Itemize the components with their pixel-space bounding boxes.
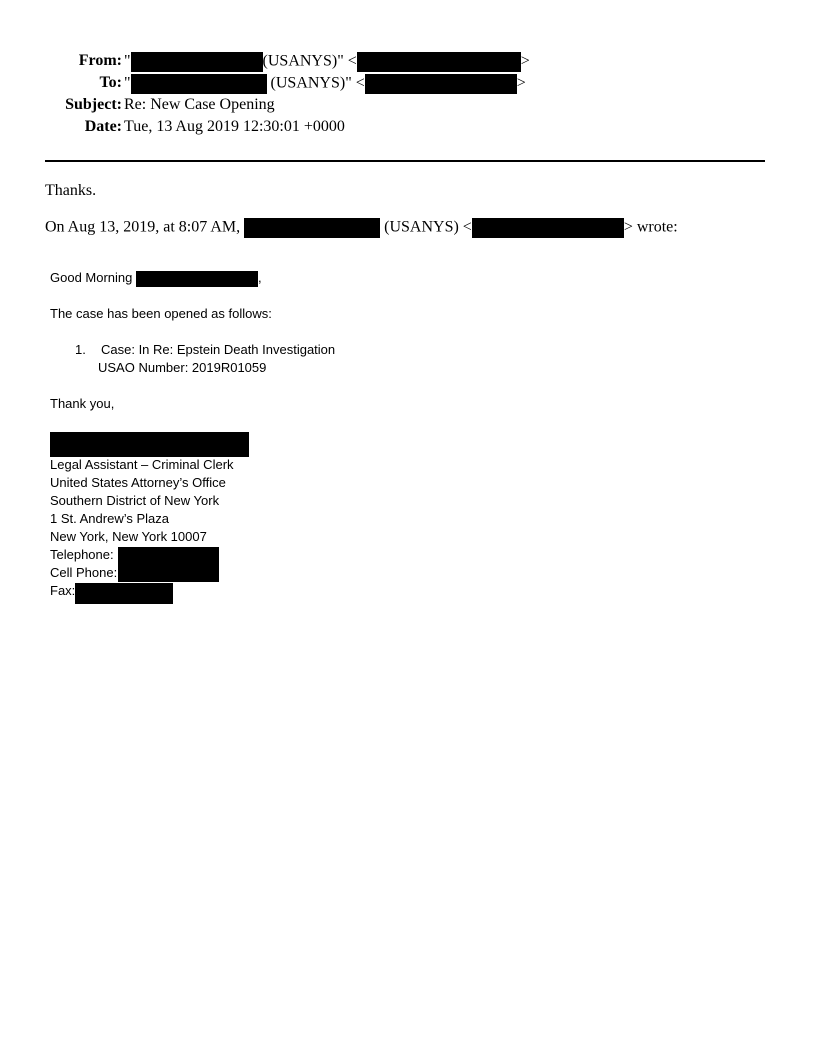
fax-label: Fax: bbox=[50, 583, 76, 598]
redaction-box bbox=[357, 52, 521, 72]
sig-address2: New York, New York 10007 bbox=[50, 529, 207, 544]
from-open-quote: " bbox=[124, 52, 131, 70]
sig-district: Southern District of New York bbox=[50, 493, 220, 508]
redaction-box bbox=[118, 547, 219, 565]
to-open-quote: " bbox=[124, 74, 131, 92]
cell-line bbox=[50, 565, 117, 580]
telephone-line bbox=[50, 547, 114, 562]
reply-text: Thanks. bbox=[45, 182, 97, 199]
telephone-label: Telephone: bbox=[50, 547, 114, 562]
case-line: Case: In Re: Epstein Death Investigation bbox=[101, 342, 336, 357]
redaction-box bbox=[365, 74, 517, 94]
redaction-box bbox=[136, 271, 258, 287]
to-tail: (USANYS)" < bbox=[266, 74, 365, 92]
from-close: > bbox=[520, 52, 530, 70]
sig-address1: 1 St. Andrew’s Plaza bbox=[50, 511, 169, 526]
opened-text: The case has been opened as follows: bbox=[50, 306, 272, 321]
from-tail: (USANYS)" < bbox=[262, 52, 357, 70]
greeting-line bbox=[50, 270, 262, 287]
greeting-comma: , bbox=[258, 270, 262, 285]
list-number: 1. bbox=[75, 342, 86, 357]
redaction-box bbox=[131, 52, 263, 72]
usao-line: USAO Number: 2019R01059 bbox=[98, 360, 267, 375]
to-close: > bbox=[516, 74, 526, 92]
to-value bbox=[124, 74, 526, 94]
redaction-box bbox=[131, 74, 267, 94]
header-divider bbox=[45, 160, 765, 162]
signature-name-redaction bbox=[50, 432, 249, 457]
sig-office: United States Attorney’s Office bbox=[50, 475, 226, 490]
redaction-box bbox=[472, 218, 624, 238]
subject-value: Re: New Case Opening bbox=[124, 96, 275, 113]
thanks-line: Thank you, bbox=[50, 396, 115, 411]
greeting: Good Morning bbox=[50, 270, 133, 285]
quote-intro-prefix: On Aug 13, 2019, at 8:07 AM, bbox=[45, 218, 241, 236]
from-value bbox=[124, 52, 530, 72]
quote-intro bbox=[45, 218, 678, 238]
redaction-box bbox=[244, 218, 380, 238]
from-label: From: bbox=[78, 52, 122, 69]
subject-label: Subject: bbox=[65, 96, 122, 113]
date-label: Date: bbox=[84, 118, 122, 135]
cell-label: Cell Phone: bbox=[50, 565, 118, 580]
quote-intro-suffix: > wrote: bbox=[623, 218, 678, 236]
fax-line bbox=[50, 583, 75, 598]
date-value: Tue, 13 Aug 2019 12:30:01 +0000 bbox=[124, 118, 345, 135]
redaction-box bbox=[75, 583, 173, 604]
redaction-box bbox=[118, 565, 219, 582]
quote-intro-mid: (USANYS) < bbox=[380, 218, 472, 236]
to-label: To: bbox=[99, 74, 122, 91]
sig-title: Legal Assistant – Criminal Clerk bbox=[50, 457, 234, 472]
